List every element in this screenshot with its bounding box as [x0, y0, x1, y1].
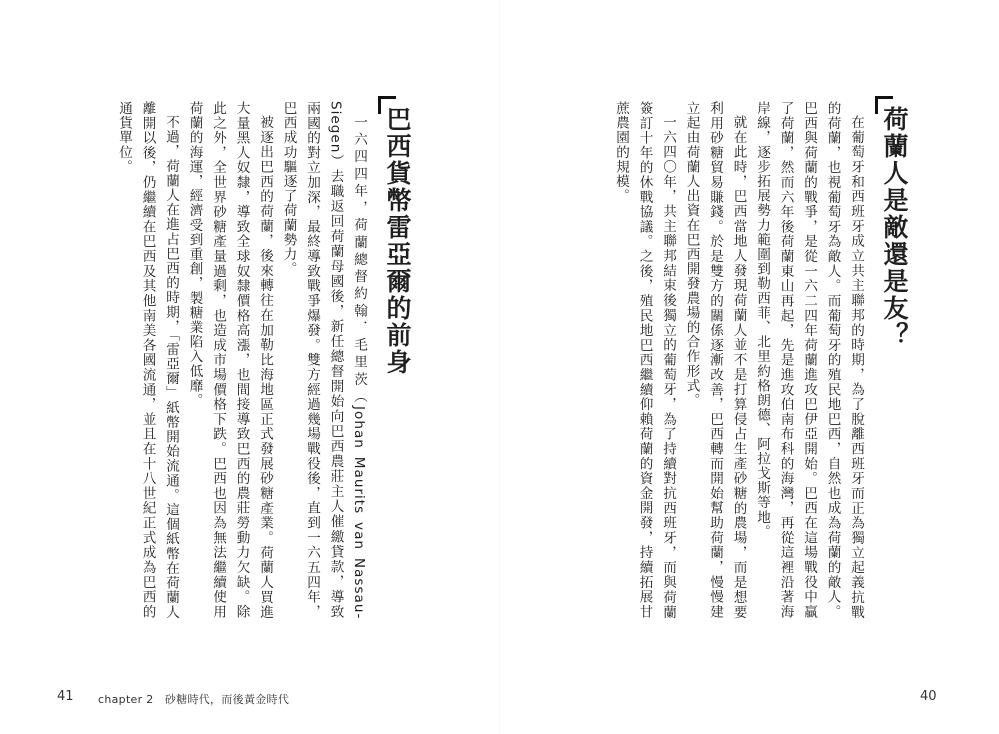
section-heading: 荷蘭人是敵還是友？ [880, 106, 909, 349]
paragraph: 在葡萄牙和西班牙成立共主聯邦的時期，為了脫離西班牙而正為獨立起義抗戰的荷蘭，也視葡萄牙為敵人。而葡萄牙的殖民地巴西，自然也成為荷蘭的敵人。巴西與荷蘭的戰爭，是從一六二四年荷蘭進攻巴伊亞開始。巴西在這場戰役中贏了荷蘭，然而六年後荷蘭東山再起，先是進攻伯南布科的海灣，再從這裡沿著海岸線，逐步拓展勢力範圍到勒西菲、北里約格朗德、阿拉戈斯等地。 [754, 101, 864, 619]
paragraph: 一六四〇年，共主聯邦結束後獨立的葡萄牙，為了持續對抗西班牙，而與荷蘭簽訂十年的休戰協議。之後，殖民地巴西繼續仰賴荷蘭的資金開發，持續拓展甘蔗農園的規模。 [613, 101, 676, 619]
paragraph: 不過，荷蘭人在進占巴西的時期，「雷亞爾」紙幣開始流通。這個紙幣在荷蘭人離開以後，仍繼續在巴西及其他南美各國流通，並且在十八世紀正式成為巴西的通貨單位。 [116, 101, 179, 619]
page-number-right: 40 [920, 689, 937, 704]
page-gutter [499, 0, 500, 734]
section-heading: 巴西貨幣雷亞爾的前身 [383, 106, 412, 376]
paragraph: 被逐出巴西的荷蘭，後來轉往在加勒比海地區正式發展砂糖產業。荷蘭人買進大量黑人奴隸，導致全球奴隸價格高漲，也間接導致巴西的農莊勞動力欠缺。除此之外，全世界砂糖產量過剩，也造成市場價格下跌。巴西也因為無法繼續使用荷蘭的海運，經濟受到重創，製糖業陷入低靡。 [186, 101, 273, 619]
paragraph: 就在此時，巴西當地人發現荷蘭人並不是打算侵占生產砂糖的農場，而是想要利用砂糖貿易賺錢。於是雙方的關係逐漸改善，巴西轉而開始幫助荷蘭，慢慢建立起由荷蘭人出資在巴西開發農場的合作形式。 [683, 101, 747, 619]
left-body-text [78, 101, 370, 619]
page-number-left: 41 [57, 689, 74, 704]
right-body-text [575, 101, 867, 619]
running-footer: chapter 2 砂糖時代，而後黃金時代 [98, 693, 290, 706]
paragraph: 一六四四年，荷蘭總督約翰．毛里茨（Johan Maurits van Nassau-Siegen）去職返回荷蘭母國後，新任總督開始向巴西農莊主人催繳貸款，導致兩國的對立加深，最終導致戰爭爆發。雙方經過幾場戰役後，直到一六五四年，巴西成功驅逐了荷蘭勢力。 [280, 101, 367, 619]
